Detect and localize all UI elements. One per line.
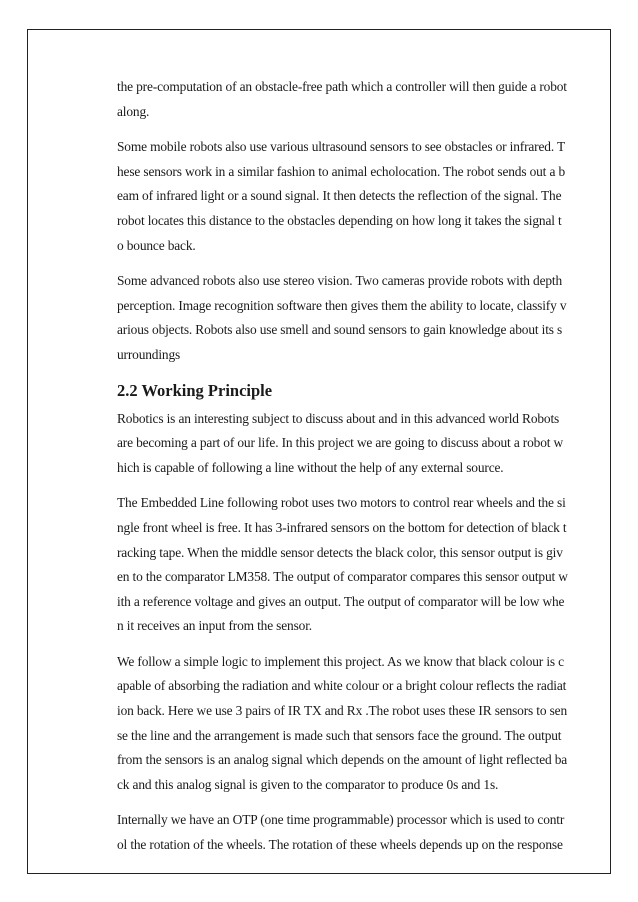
text-line: hese sensors work in a similar fashion to animal echolocation. The robot sends out a b bbox=[117, 163, 565, 179]
text-line: from the sensors is an analog signal which depends on the amount of light reflected ba bbox=[117, 752, 568, 768]
text-line: ith a reference voltage and gives an output. The output of comparator will be low whe bbox=[117, 593, 565, 609]
text-line: are becoming a part of our life. In this project we are going to discuss about a robot w bbox=[117, 435, 564, 451]
text-line: Robotics is an interesting subject to discuss about and in this advanced world Robots bbox=[117, 410, 560, 426]
text-line: en to the comparator LM358. The output of comparator compares this sensor output w bbox=[117, 569, 568, 585]
text-line: eam of infrared light or a sound signal. It then detects the reflection of the signal. The bbox=[117, 188, 562, 204]
paragraph-robotics-intro bbox=[117, 407, 567, 481]
text-line: robot locates this distance to the obstacles depending on how long it takes the signal t bbox=[117, 212, 562, 228]
paragraph-ultrasound-sensors bbox=[117, 135, 567, 258]
text-line: racking tape. When the middle sensor detects the black color, this sensor output is giv bbox=[117, 544, 563, 560]
document-body bbox=[117, 75, 567, 869]
text-line: the pre-computation of an obstacle-free path which a controller will then guide a robot bbox=[117, 79, 567, 94]
text-line: ion back. Here we use 3 pairs of IR TX and Rx .The robot uses these IR sensors to sen bbox=[117, 703, 567, 719]
text-line: Internally we have an OTP (one time programmable) processor which is used to contr bbox=[117, 812, 565, 828]
text-line: perception. Image recognition software then gives them the ability to locate, classify v bbox=[117, 297, 567, 313]
paragraph-line-following-robot bbox=[117, 491, 567, 639]
paragraph-stereo-vision bbox=[117, 269, 567, 367]
text-line: hich is capable of following a line without the help of any external source. bbox=[117, 459, 504, 475]
section-heading: 2.2 Working Principle bbox=[117, 380, 273, 400]
text-line: ck and this analog signal is given to the comparator to produce 0s and 1s. bbox=[117, 776, 499, 792]
paragraph-simple-logic bbox=[117, 650, 567, 798]
text-line: We follow a simple logic to implement this project. As we know that black colour is c bbox=[117, 653, 564, 669]
text-line: Some mobile robots also use various ultrasound sensors to see obstacles or infrared. T bbox=[117, 139, 565, 155]
paragraph-path-computation bbox=[117, 75, 567, 124]
text-line: arious objects. Robots also use smell and sound sensors to gain knowledge about its s bbox=[117, 322, 563, 338]
text-line: The Embedded Line following robot uses two motors to control rear wheels and the si bbox=[117, 495, 566, 511]
text-line: ol the rotation of the wheels. The rotation of these wheels depends up on the response bbox=[117, 837, 563, 853]
text-line: along. bbox=[117, 103, 150, 119]
text-line: apable of absorbing the radiation and white colour or a bright colour reflects the radiat bbox=[117, 678, 567, 694]
text-line: ngle front wheel is free. It has 3-infrared sensors on the bottom for detection of black t bbox=[117, 519, 567, 535]
paragraph-otp-processor bbox=[117, 808, 567, 857]
text-line: Some advanced robots also use stereo vision. Two cameras provide robots with depth bbox=[117, 273, 563, 289]
text-line: n it receives an input from the sensor. bbox=[117, 618, 312, 634]
text-line: se the line and the arrangement is made such that sensors face the ground. The output bbox=[117, 727, 562, 743]
text-line: urroundings bbox=[117, 346, 181, 362]
text-line: o bounce back. bbox=[117, 237, 196, 253]
